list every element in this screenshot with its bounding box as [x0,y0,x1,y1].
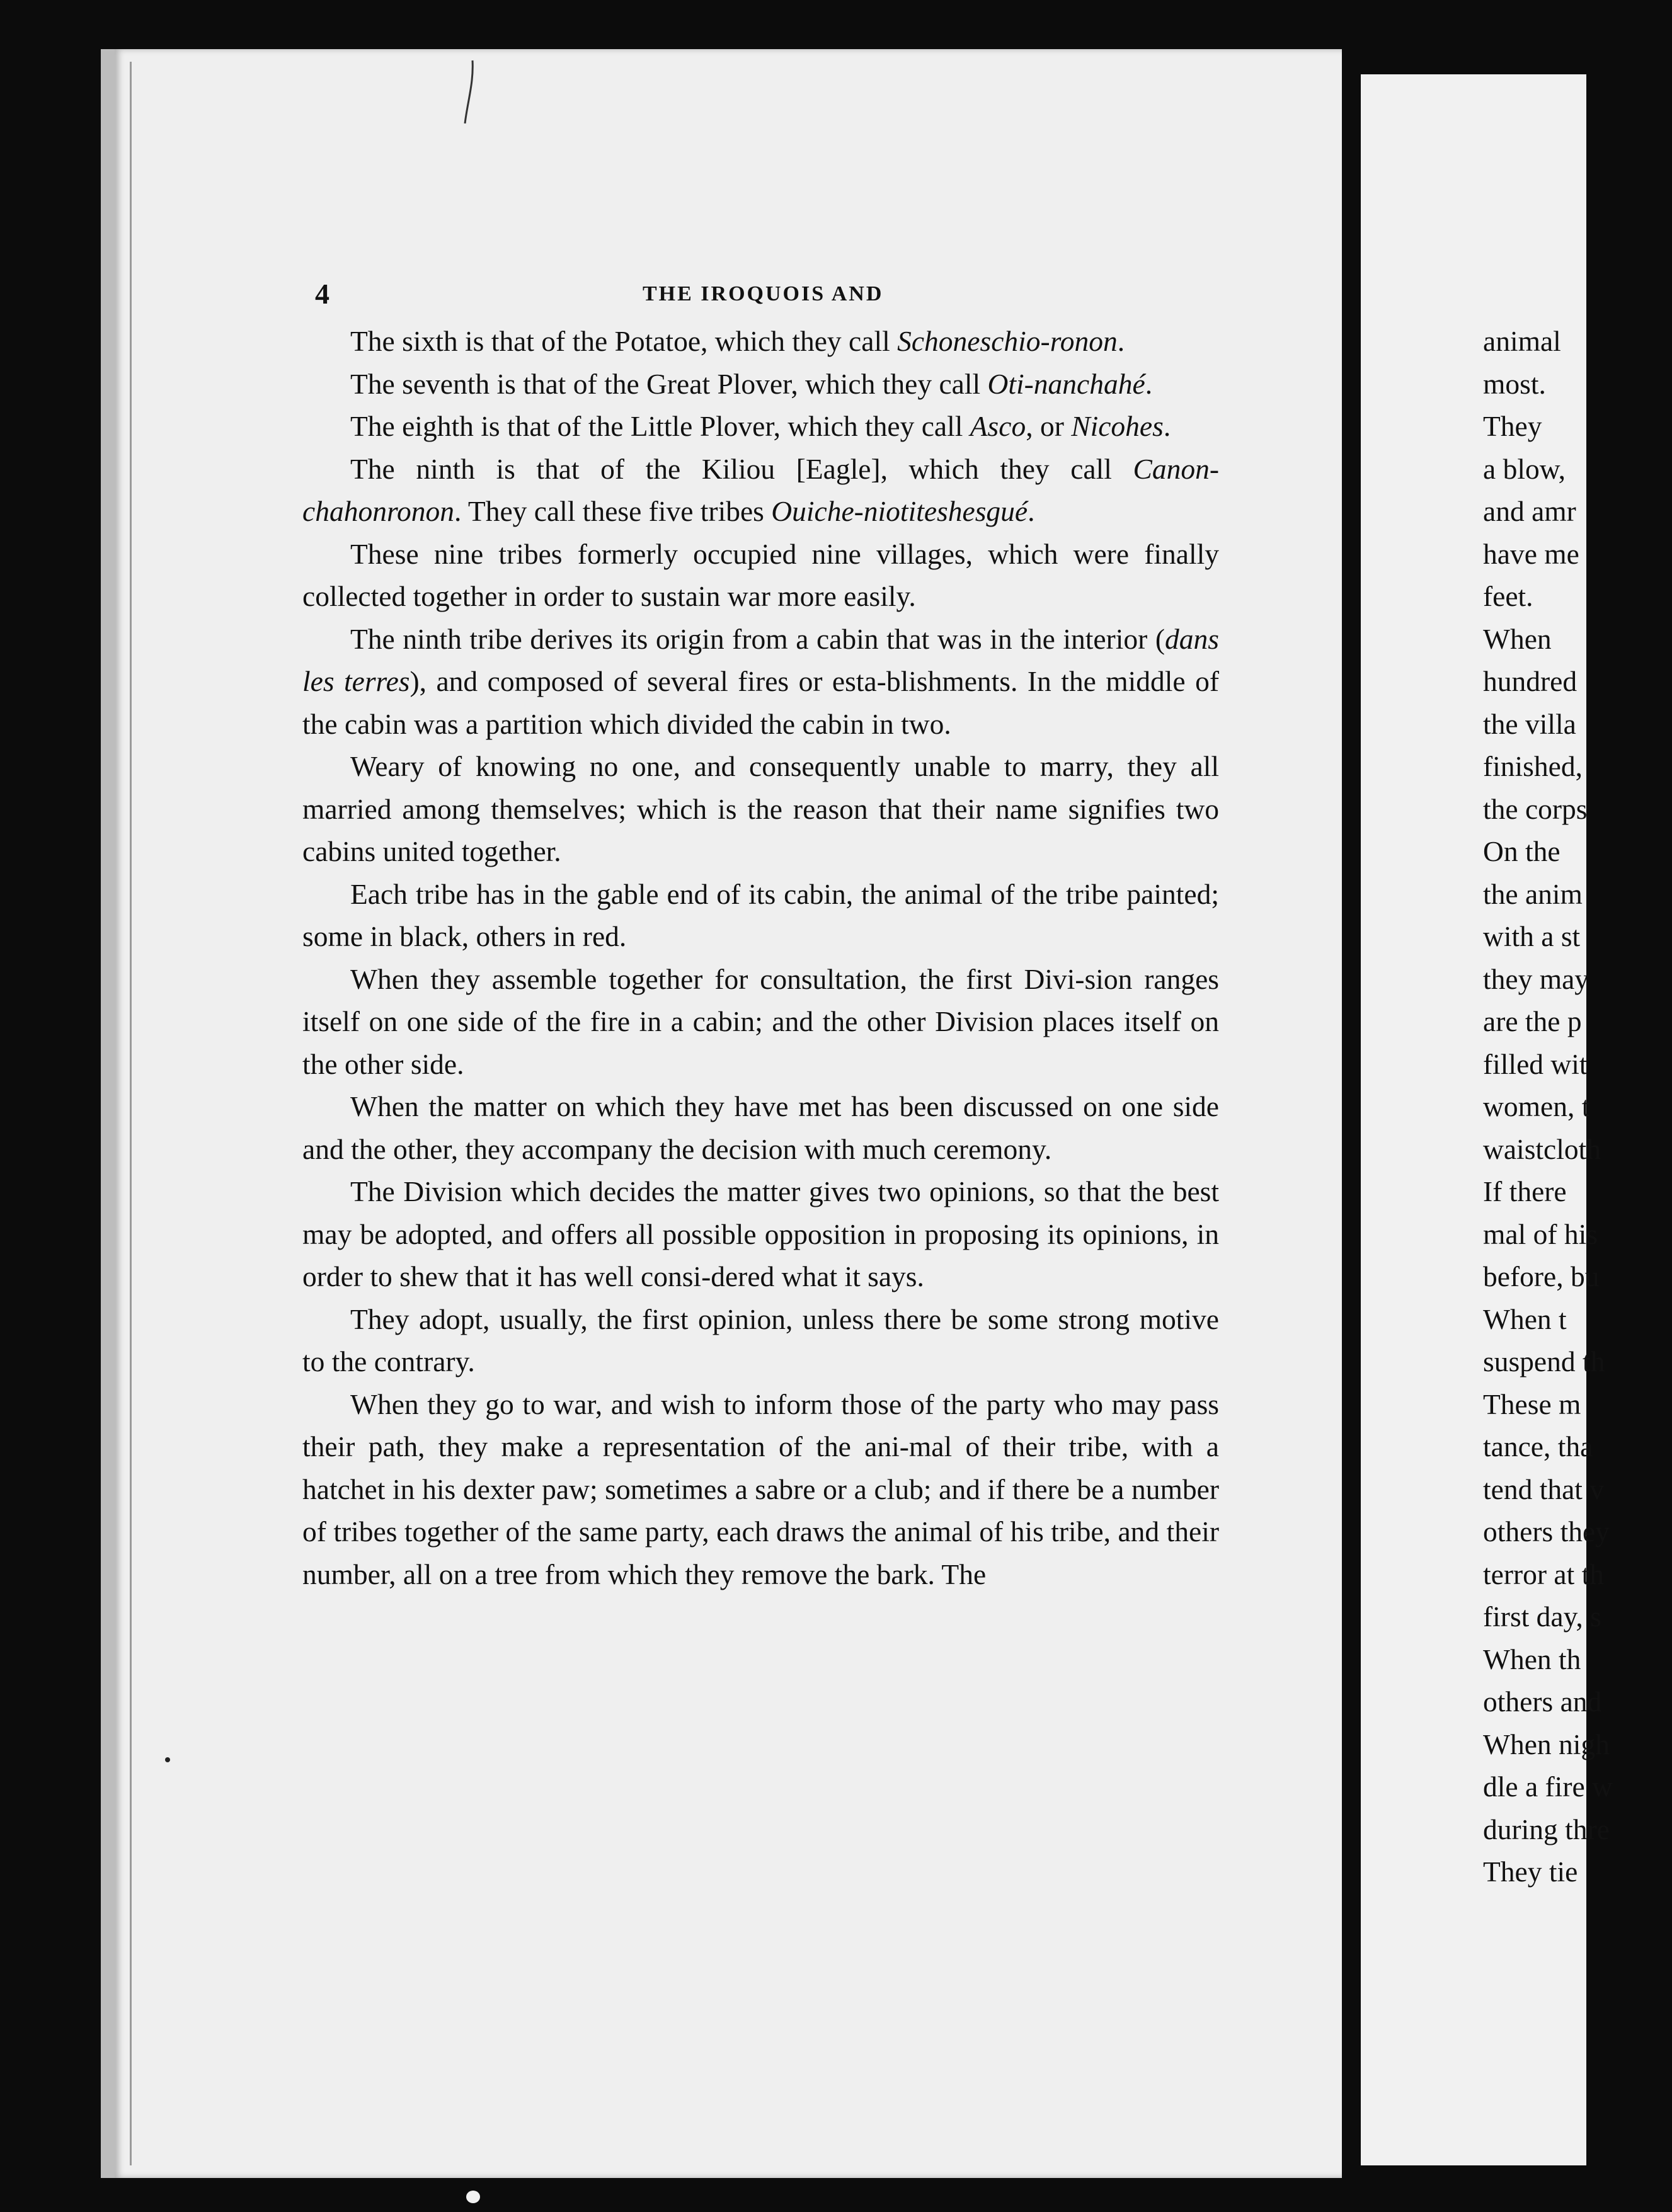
book-gutter [1342,38,1361,2212]
paragraph [302,618,1219,746]
right-page-line: They tie [1483,1856,1578,1888]
right-page-line: women, t [1483,1090,1590,1122]
right-page-line: the corps [1483,792,1588,825]
italic-term: Asco [970,410,1026,442]
right-page-line: others they [1483,1515,1610,1548]
right-page-line: have me [1483,537,1579,570]
text-run: When they go to war, and wish to inform those of the party who may pass their path, they make a representation of the ani-mal of their tribe, with a hatchet in his dexter paw; sometimes a sabre or a club; and if there be a number of tribes together of the same party, each draws the animal of his tribe, and their number, all on a tree from which they remove the bark. The [302,1388,1219,1590]
paragraph [302,1170,1219,1298]
right-page-line: mal of his [1483,1217,1598,1250]
page-header [315,277,1298,315]
right-page-line: before, bu [1483,1260,1600,1292]
right-page-line: a blow, [1483,452,1566,485]
right-page-line: These m [1483,1388,1581,1420]
right-page-line: waistcloth [1483,1132,1601,1165]
right-page-line: dle a fire w [1483,1770,1613,1803]
text-run: The sixth is that of the Potatoe, which they call [350,325,898,357]
text-run: The eighth is that of the Little Plover, which they call [350,410,970,442]
right-page-line: When th [1483,1643,1581,1675]
paragraph [302,533,1219,618]
right-page-line: If there [1483,1175,1567,1207]
paragraph [302,405,1219,448]
text-run: . [1145,367,1153,400]
right-page-text [1483,320,1672,1893]
text-run: Weary of knowing no one, and consequently unable to marry, they all married among themselves; which is the reason that their name signifies two cabins united together. [302,750,1219,867]
paragraph [302,1085,1219,1170]
paragraph [302,1298,1219,1383]
text-run: . [1163,410,1171,442]
text-run: The ninth tribe derives its origin from a cabin that was in the interior ( [350,622,1165,655]
right-page-line: and amr [1483,495,1576,527]
text-run: When the matter on which they have met has been discussed on one side and the other, they accompany the decision with much ceremony. [302,1090,1219,1165]
text-run: They adopt, usually, the first opinion, unless there be some strong motive to the contrary. [302,1303,1219,1377]
text-run: The seventh is that of the Great Plover, which they call [350,367,988,400]
body-text [302,320,1219,1595]
page-edge-line [130,62,132,2165]
text-run: ), and composed of several fires or esta-blishments. In the middle of the cabin was a partition which divided the cabin in two. [302,665,1219,740]
text-run: Each tribe has in the gable end of its cabin, the animal of the tribe painted; some in black, others in red. [302,877,1219,952]
right-page-line: others and [1483,1685,1602,1718]
italic-term: Schoneschio-ronon [897,325,1118,357]
right-page-line: filled wit [1483,1047,1588,1080]
right-page-line: with a st [1483,920,1581,952]
ink-speck [165,1757,170,1762]
right-page-line: When nigh [1483,1728,1610,1760]
pencil-mark [459,58,484,127]
right-page-line: hundred [1483,665,1578,697]
right-page-line: are the p [1483,1005,1582,1037]
text-run: . They call these five tribes [454,495,772,527]
right-page-line: They [1483,410,1542,442]
right-page-line: On the [1483,835,1560,867]
text-run: When they assemble together for consultation, the first Divi-sion ranges itself on one side of the fire in a cabin; and the other Division places itself on the other side. [302,962,1219,1080]
right-page-line: the villa [1483,707,1576,740]
paragraph [302,448,1219,533]
paragraph [302,320,1219,363]
right-page-line: When [1483,622,1552,655]
text-run: . [1117,325,1125,357]
paragraph [302,363,1219,406]
italic-term: Oti-nanchahé [987,367,1145,400]
italic-term: dans les terres [302,622,1219,697]
right-page-line: animal [1483,325,1561,357]
italic-term: Canon-chahonronon [302,452,1219,527]
paragraph [302,873,1219,958]
paragraph [302,1383,1219,1596]
paper-scrap [466,2191,480,2203]
right-page-line: first day, s [1483,1600,1601,1633]
text-run: The Division which decides the matter gives two opinions, so that the best may be adopted, and offers all possible opposition in proposing its opinions, in order to shew that it has well consi-dered what it says. [302,1175,1219,1292]
right-page-line: during thre [1483,1813,1610,1845]
paragraph [302,958,1219,1086]
right-page-line: When t [1483,1303,1567,1335]
italic-term: Ouiche-niotiteshesgué [771,495,1028,527]
right-page-line: tend that v [1483,1473,1605,1505]
right-page-line: terror at th [1483,1558,1605,1590]
text-run: , or [1026,410,1072,442]
right-page-line: the anim [1483,877,1583,910]
right-page-line: finished, [1483,750,1583,782]
right-page-line: tance, tha [1483,1430,1593,1462]
text-run: . [1028,495,1035,527]
text-run: These nine tribes formerly occupied nine villages, which were finally collected together in order to sustain war more easily. [302,537,1219,612]
running-title: THE IROQUOIS AND [643,282,884,305]
italic-term: Nicohes [1071,410,1164,442]
right-page-line: feet. [1483,580,1533,612]
page-number: 4 [315,278,329,310]
right-page-line: they may [1483,962,1589,995]
right-page-line: most. [1483,367,1546,400]
paragraph [302,745,1219,873]
text-run: The ninth is that of the Kiliou [Eagle], which they call [350,452,1133,485]
right-page-line: suspend th [1483,1345,1605,1377]
